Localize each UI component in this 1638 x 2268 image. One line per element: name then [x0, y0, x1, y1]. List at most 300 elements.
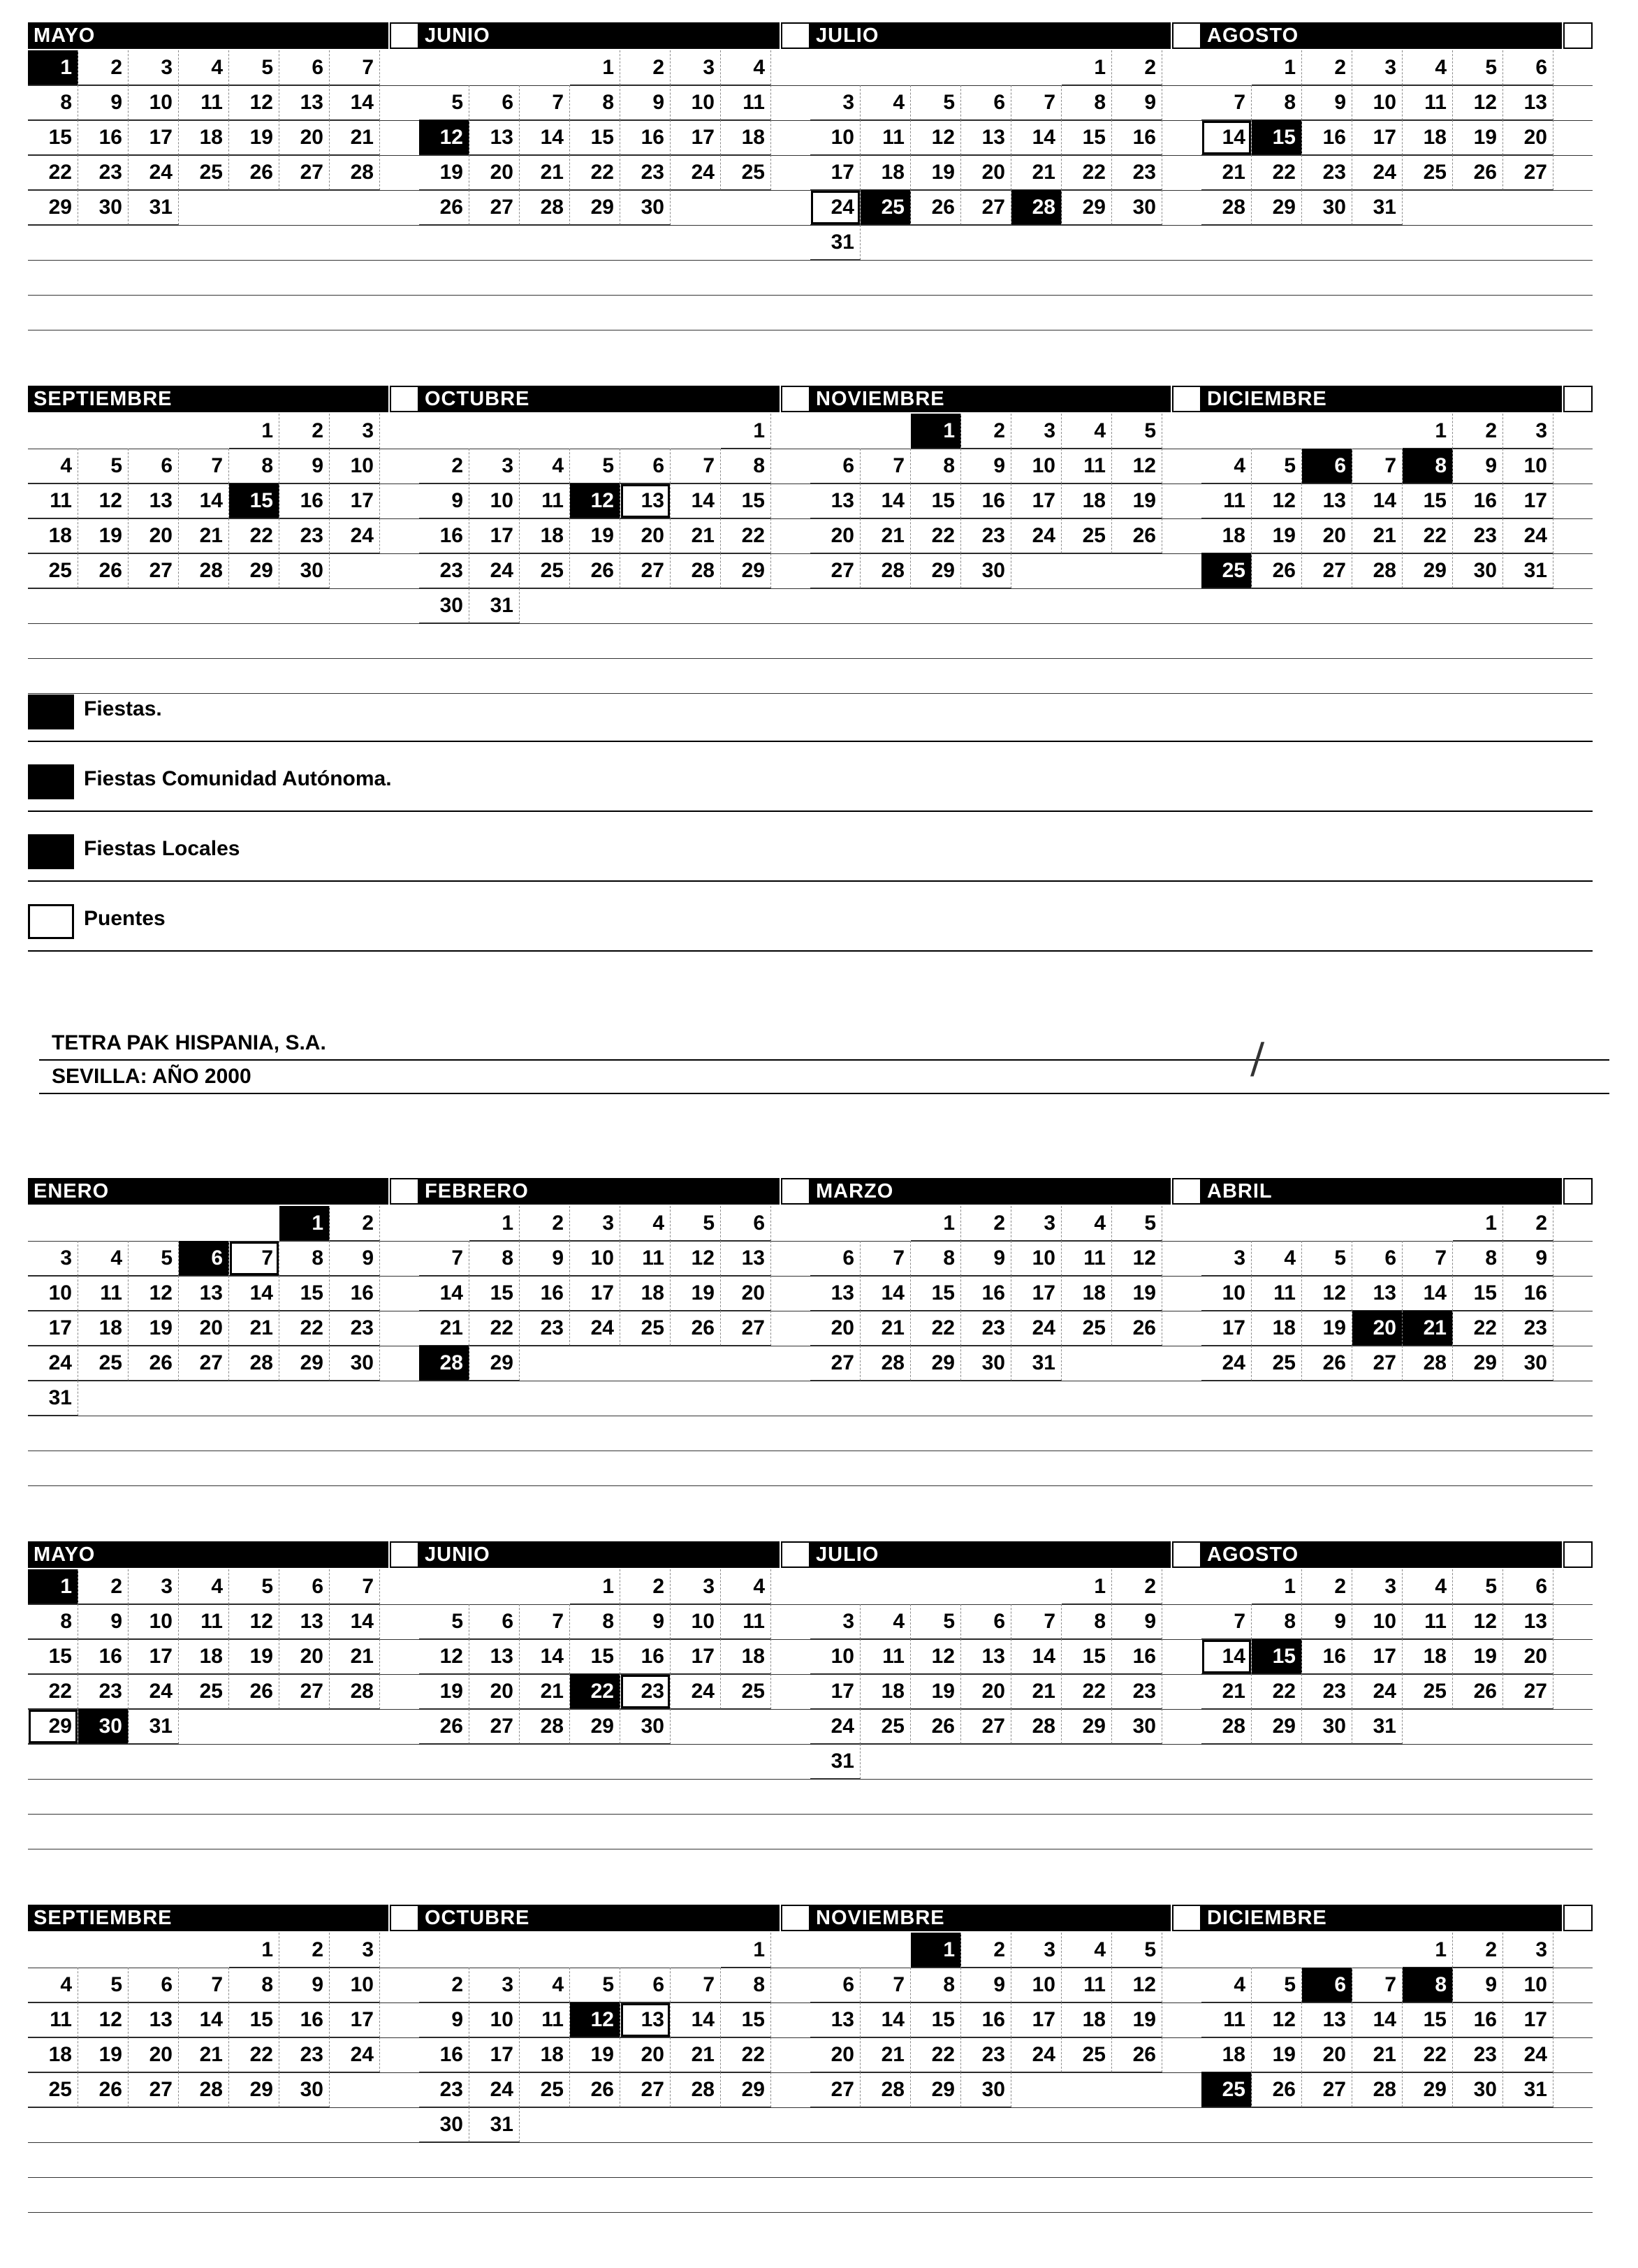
day-cell: 30	[620, 190, 671, 225]
day-cell: 2	[279, 414, 330, 449]
day-cell: 21	[671, 2037, 721, 2072]
day-cell: 18	[1062, 484, 1112, 518]
day-cell: 4	[1062, 1933, 1112, 1968]
day-cell: 22	[28, 155, 78, 190]
day-cell: 24	[330, 2037, 380, 2072]
day-cell: 23	[1453, 2037, 1503, 2072]
day-cell: 23	[279, 2037, 330, 2072]
day-cell: 18	[179, 120, 229, 155]
day-cell: 11	[28, 2002, 78, 2037]
day-cell: 6	[1352, 1241, 1403, 1276]
day-cell: 20	[721, 1276, 771, 1311]
day-cell: 23	[1453, 518, 1503, 553]
day-cell: 30	[1302, 1709, 1352, 1744]
day-cell: 14	[1011, 1639, 1062, 1674]
day-cell: 2	[1503, 1206, 1553, 1241]
legend-row-comunidad	[28, 741, 1593, 812]
day-cell: 26	[911, 190, 961, 225]
day-cell: 20	[1302, 2037, 1352, 2072]
day-cell: 29	[229, 2072, 279, 2107]
day-cell: 28	[179, 2072, 229, 2107]
day-cell: 14	[1403, 1276, 1453, 1311]
day-cell: 30	[961, 2072, 1011, 2107]
month-noviembre	[810, 1905, 1201, 2268]
day-cell: 3	[129, 1569, 179, 1604]
day-cell: 7	[1011, 1604, 1062, 1639]
day-cell: 8	[721, 1968, 771, 2002]
day-cell: 22	[1062, 155, 1112, 190]
day-cell: 27	[620, 2072, 671, 2107]
day-cell: 12	[1302, 1276, 1352, 1311]
month-row	[28, 1905, 1593, 2268]
day-cell: 4	[1403, 50, 1453, 85]
day-cell: 18	[28, 518, 78, 553]
day-cell: 7	[861, 1968, 911, 2002]
day-cell: 29	[229, 553, 279, 588]
day-cell: 7	[1352, 449, 1403, 484]
day-cell: 30	[330, 1346, 380, 1381]
day-cell: 26	[570, 553, 620, 588]
day-cell: 15	[570, 1639, 620, 1674]
day-cell: 19	[911, 155, 961, 190]
day-cell: 4	[721, 50, 771, 85]
calendar-subtitle: SEVILLA: AÑO 2000	[39, 1061, 1609, 1094]
day-cell: 27	[469, 1709, 520, 1744]
day-cell: 2	[1112, 1569, 1162, 1604]
day-cell: 5	[229, 50, 279, 85]
day-cell: 8	[911, 1968, 961, 2002]
day-cell: 2	[1302, 50, 1352, 85]
day-cell: 24	[671, 1674, 721, 1709]
day-cell: 6	[961, 85, 1011, 120]
day-cell: 24	[1201, 1346, 1252, 1381]
day-cell: 25	[1252, 1346, 1302, 1381]
month-febrero	[419, 1178, 810, 1541]
day-cell: 26	[419, 190, 469, 225]
day-cell: 2	[961, 414, 1011, 449]
day-cell: 5	[570, 449, 620, 484]
day-cell: 3	[469, 449, 520, 484]
day-cell: 18	[1062, 1276, 1112, 1311]
day-cell: 30	[78, 1709, 129, 1744]
day-cell: 22	[229, 518, 279, 553]
day-cell: 6	[620, 449, 671, 484]
day-cell: 21	[520, 155, 570, 190]
day-cell: 16	[620, 1639, 671, 1674]
day-cell: 14	[520, 120, 570, 155]
day-cell: 19	[1112, 1276, 1162, 1311]
day-cell: 3	[1011, 1933, 1062, 1968]
day-cell: 14	[330, 85, 380, 120]
day-cell: 6	[279, 1569, 330, 1604]
day-cell: 6	[810, 449, 861, 484]
day-cell: 27	[179, 1346, 229, 1381]
day-cell: 24	[671, 155, 721, 190]
day-cell: 8	[911, 449, 961, 484]
day-cell: 28	[861, 1346, 911, 1381]
day-cell: 7	[179, 1968, 229, 2002]
day-cell: 30	[419, 2107, 469, 2142]
day-cell: 23	[78, 1674, 129, 1709]
day-cell: 14	[861, 1276, 911, 1311]
day-cell: 6	[620, 1968, 671, 2002]
day-cell: 12	[671, 1241, 721, 1276]
day-cell: 13	[129, 484, 179, 518]
day-cell: 11	[861, 1639, 911, 1674]
day-cell: 1	[570, 50, 620, 85]
day-cell: 29	[911, 1346, 961, 1381]
month-enero	[28, 1178, 419, 1541]
month-header: FEBRERO	[419, 1178, 780, 1205]
day-cell: 12	[911, 1639, 961, 1674]
day-cell: 24	[570, 1311, 620, 1346]
legend-swatch-comunidad	[28, 764, 74, 799]
day-cell: 29	[911, 2072, 961, 2107]
day-cell: 10	[129, 1604, 179, 1639]
day-cell: 21	[330, 1639, 380, 1674]
day-cell: 24	[1352, 1674, 1403, 1709]
month-row	[28, 1178, 1593, 1541]
day-cell: 30	[1503, 1346, 1553, 1381]
day-cell: 31	[1503, 2072, 1553, 2107]
month-header: OCTUBRE	[419, 1905, 780, 1931]
day-cell: 19	[911, 1674, 961, 1709]
day-cell: 31	[129, 190, 179, 225]
month-header: SEPTIEMBRE	[28, 386, 388, 412]
day-cell: 21	[1352, 518, 1403, 553]
day-cell: 9	[1112, 1604, 1162, 1639]
day-cell: 8	[1403, 449, 1453, 484]
day-cell: 9	[330, 1241, 380, 1276]
day-cell: 17	[28, 1311, 78, 1346]
day-cell: 11	[1062, 1968, 1112, 2002]
day-cell: 1	[229, 414, 279, 449]
day-cell: 25	[1201, 553, 1252, 588]
day-cell: 11	[179, 1604, 229, 1639]
day-cell: 1	[1062, 50, 1112, 85]
day-cell: 25	[520, 2072, 570, 2107]
day-cell: 27	[1302, 553, 1352, 588]
day-cell: 5	[78, 1968, 129, 2002]
day-cell: 31	[1011, 1346, 1062, 1381]
day-cell: 18	[28, 2037, 78, 2072]
day-cell: 28	[419, 1346, 469, 1381]
legend-row-locales	[28, 810, 1593, 882]
day-cell: 4	[1403, 1569, 1453, 1604]
day-cell: 8	[229, 449, 279, 484]
day-cell: 15	[1403, 484, 1453, 518]
day-cell: 4	[28, 1968, 78, 2002]
day-cell: 21	[229, 1311, 279, 1346]
day-cell: 22	[721, 2037, 771, 2072]
legend-swatch-fiestas	[28, 695, 74, 729]
day-cell: 13	[810, 2002, 861, 2037]
month-header: AGOSTO	[1201, 22, 1562, 49]
day-cell: 14	[671, 484, 721, 518]
day-cell: 9	[1112, 85, 1162, 120]
day-cell: 27	[810, 1346, 861, 1381]
day-cell: 18	[721, 1639, 771, 1674]
day-cell: 23	[78, 155, 129, 190]
day-cell: 27	[129, 553, 179, 588]
day-cell: 2	[419, 449, 469, 484]
month-header: JUNIO	[419, 1541, 780, 1568]
day-cell: 27	[1503, 1674, 1553, 1709]
day-cell: 27	[1302, 2072, 1352, 2107]
day-cell: 22	[229, 2037, 279, 2072]
day-cell: 19	[419, 155, 469, 190]
day-cell: 1	[1453, 1206, 1503, 1241]
month-header: OCTUBRE	[419, 386, 780, 412]
month-header: DICIEMBRE	[1201, 1905, 1562, 1931]
day-cell: 16	[520, 1276, 570, 1311]
day-cell: 5	[419, 85, 469, 120]
month-header: JUNIO	[419, 22, 780, 49]
day-cell: 4	[1062, 1206, 1112, 1241]
legend-swatch-locales	[28, 834, 74, 869]
day-cell: 18	[520, 518, 570, 553]
day-cell: 19	[1112, 2002, 1162, 2037]
month-header-spacer	[1563, 1178, 1593, 1205]
day-cell: 26	[1453, 155, 1503, 190]
day-cell: 19	[1453, 120, 1503, 155]
day-cell: 1	[279, 1206, 330, 1241]
day-cell: 23	[520, 1311, 570, 1346]
day-cell: 27	[961, 190, 1011, 225]
day-cell: 21	[861, 1311, 911, 1346]
day-cell: 16	[279, 484, 330, 518]
day-cell: 6	[129, 1968, 179, 2002]
handwritten-mark: /	[1250, 1034, 1265, 1083]
day-cell: 8	[1403, 1968, 1453, 2002]
day-cell: 11	[179, 85, 229, 120]
day-cell: 6	[279, 50, 330, 85]
day-cell: 18	[861, 155, 911, 190]
day-cell: 10	[28, 1276, 78, 1311]
day-cell: 27	[1352, 1346, 1403, 1381]
day-cell: 18	[78, 1311, 129, 1346]
day-cell: 11	[78, 1276, 129, 1311]
day-cell: 20	[279, 120, 330, 155]
day-cell: 14	[1201, 1639, 1252, 1674]
day-cell: 16	[419, 518, 469, 553]
day-cell: 28	[861, 553, 911, 588]
day-cell: 15	[1453, 1276, 1503, 1311]
day-cell: 29	[279, 1346, 330, 1381]
day-cell: 30	[1302, 190, 1352, 225]
day-cell: 25	[179, 155, 229, 190]
month-diciembre	[1201, 1905, 1593, 2268]
day-cell: 1	[911, 1206, 961, 1241]
day-cell: 13	[279, 85, 330, 120]
day-cell: 22	[1453, 1311, 1503, 1346]
day-cell: 25	[1062, 1311, 1112, 1346]
calendar-top-section	[28, 22, 1593, 749]
day-cell: 29	[721, 553, 771, 588]
day-cell: 7	[671, 449, 721, 484]
day-cell: 30	[961, 553, 1011, 588]
day-cell: 26	[1252, 2072, 1302, 2107]
legend-label: Fiestas.	[84, 697, 162, 720]
day-cell: 28	[1011, 1709, 1062, 1744]
day-cell: 15	[1252, 120, 1302, 155]
day-cell: 7	[861, 449, 911, 484]
day-cell: 19	[1252, 2037, 1302, 2072]
day-cell: 27	[129, 2072, 179, 2107]
day-cell: 24	[1503, 2037, 1553, 2072]
day-cell: 15	[911, 1276, 961, 1311]
day-cell: 8	[721, 449, 771, 484]
day-cell: 16	[330, 1276, 380, 1311]
day-cell: 21	[671, 518, 721, 553]
day-cell: 13	[1503, 1604, 1553, 1639]
day-cell: 23	[1112, 155, 1162, 190]
day-cell: 5	[78, 449, 129, 484]
day-cell: 3	[570, 1206, 620, 1241]
day-cell: 31	[810, 225, 861, 260]
day-cell: 17	[469, 2037, 520, 2072]
day-cell: 5	[419, 1604, 469, 1639]
day-cell: 3	[330, 1933, 380, 1968]
day-cell: 13	[810, 484, 861, 518]
day-cell: 14	[419, 1276, 469, 1311]
day-cell: 20	[961, 1674, 1011, 1709]
day-cell: 25	[1062, 518, 1112, 553]
day-cell: 13	[469, 1639, 520, 1674]
day-cell: 13	[1503, 85, 1553, 120]
day-cell: 18	[1252, 1311, 1302, 1346]
day-cell: 17	[1503, 2002, 1553, 2037]
day-cell: 24	[330, 518, 380, 553]
day-cell: 26	[1302, 1346, 1352, 1381]
day-cell: 18	[1201, 2037, 1252, 2072]
day-cell: 6	[810, 1968, 861, 2002]
day-cell: 13	[1302, 484, 1352, 518]
day-cell: 12	[129, 1276, 179, 1311]
day-cell: 2	[961, 1933, 1011, 1968]
month-header-spacer	[1563, 1905, 1593, 1931]
day-cell: 26	[229, 1674, 279, 1709]
day-cell: 29	[469, 1346, 520, 1381]
day-cell: 10	[810, 120, 861, 155]
day-cell: 20	[1352, 1311, 1403, 1346]
day-cell: 16	[1503, 1276, 1553, 1311]
day-cell: 18	[1201, 518, 1252, 553]
day-cell: 13	[620, 2002, 671, 2037]
day-cell: 4	[179, 1569, 229, 1604]
day-cell: 12	[78, 2002, 129, 2037]
day-cell: 2	[520, 1206, 570, 1241]
day-cell: 27	[279, 1674, 330, 1709]
day-cell: 28	[520, 1709, 570, 1744]
day-cell: 30	[1112, 190, 1162, 225]
day-cell: 17	[671, 120, 721, 155]
day-cell: 6	[1302, 449, 1352, 484]
day-cell: 22	[911, 518, 961, 553]
month-header: MARZO	[810, 1178, 1171, 1205]
day-cell: 24	[1503, 518, 1553, 553]
day-cell: 10	[1011, 1968, 1062, 2002]
day-cell: 3	[469, 1968, 520, 2002]
day-cell: 7	[1352, 1968, 1403, 2002]
day-cell: 9	[1302, 1604, 1352, 1639]
day-cell: 9	[1503, 1241, 1553, 1276]
day-cell: 11	[861, 120, 911, 155]
day-cell: 23	[279, 518, 330, 553]
day-cell: 12	[1453, 85, 1503, 120]
day-cell: 20	[810, 1311, 861, 1346]
day-cell: 17	[1352, 1639, 1403, 1674]
day-cell: 8	[1062, 1604, 1112, 1639]
day-cell: 21	[179, 518, 229, 553]
day-cell: 10	[1503, 449, 1553, 484]
day-cell: 29	[1252, 190, 1302, 225]
day-cell: 13	[961, 1639, 1011, 1674]
day-cell: 29	[1062, 190, 1112, 225]
day-cell: 15	[1252, 1639, 1302, 1674]
day-cell: 23	[1112, 1674, 1162, 1709]
day-cell: 27	[721, 1311, 771, 1346]
day-cell: 3	[810, 85, 861, 120]
day-cell: 26	[1252, 553, 1302, 588]
day-cell: 3	[1503, 1933, 1553, 1968]
day-cell: 6	[1503, 50, 1553, 85]
day-cell: 31	[469, 2107, 520, 2142]
month-header-spacer	[390, 1178, 419, 1205]
day-cell: 1	[1062, 1569, 1112, 1604]
day-cell: 16	[419, 2037, 469, 2072]
day-cell: 3	[330, 414, 380, 449]
day-cell: 28	[1352, 2072, 1403, 2107]
day-cell: 17	[1201, 1311, 1252, 1346]
day-cell: 9	[520, 1241, 570, 1276]
day-cell: 25	[78, 1346, 129, 1381]
day-cell: 9	[1453, 449, 1503, 484]
day-cell: 23	[1302, 1674, 1352, 1709]
day-cell: 22	[570, 1674, 620, 1709]
day-cell: 17	[1011, 484, 1062, 518]
day-cell: 21	[1352, 2037, 1403, 2072]
day-cell: 26	[911, 1709, 961, 1744]
day-cell: 7	[179, 449, 229, 484]
day-cell: 26	[129, 1346, 179, 1381]
day-cell: 16	[961, 484, 1011, 518]
day-cell: 26	[570, 2072, 620, 2107]
day-cell: 1	[570, 1569, 620, 1604]
day-cell: 3	[129, 50, 179, 85]
day-cell: 25	[28, 553, 78, 588]
day-cell: 26	[1453, 1674, 1503, 1709]
month-header: AGOSTO	[1201, 1541, 1562, 1568]
day-cell: 28	[520, 190, 570, 225]
day-cell: 10	[330, 1968, 380, 2002]
day-cell: 11	[1403, 85, 1453, 120]
day-cell: 15	[469, 1276, 520, 1311]
day-cell: 5	[570, 1968, 620, 2002]
day-cell: 21	[179, 2037, 229, 2072]
day-cell: 13	[1352, 1276, 1403, 1311]
day-cell: 13	[1302, 2002, 1352, 2037]
day-cell: 19	[229, 120, 279, 155]
day-cell: 14	[179, 2002, 229, 2037]
month-header: ENERO	[28, 1178, 388, 1205]
day-cell: 14	[229, 1276, 279, 1311]
day-cell: 25	[721, 1674, 771, 1709]
day-cell: 22	[570, 155, 620, 190]
day-cell: 27	[961, 1709, 1011, 1744]
day-cell: 15	[1062, 1639, 1112, 1674]
day-cell: 10	[570, 1241, 620, 1276]
